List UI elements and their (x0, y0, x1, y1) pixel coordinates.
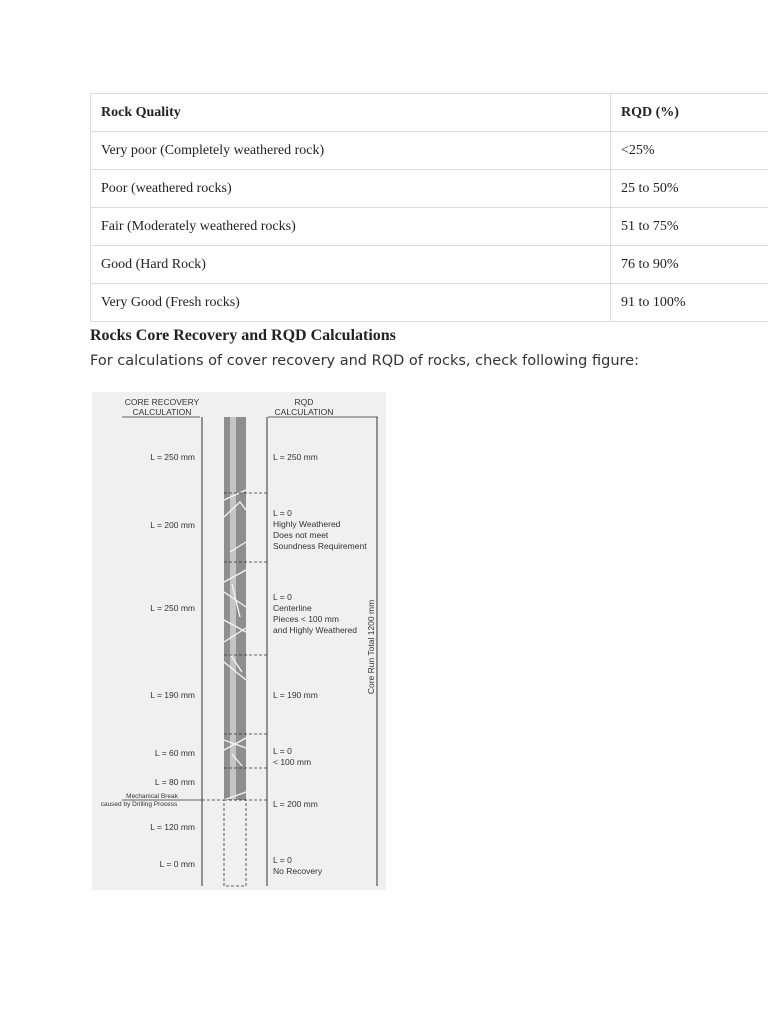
rqd-length: L = 250 mm (273, 452, 318, 462)
table-row (91, 208, 768, 246)
mechanical-break-label: caused by Drilling Process (100, 801, 178, 808)
table-row (91, 170, 768, 208)
core-run-total-label: Core Run Total 1200 mm (366, 599, 376, 695)
rqd-cell: <25% (611, 132, 768, 170)
table-header-row (91, 94, 768, 132)
rqd-title-line2: CALCULATION (274, 407, 334, 417)
rqd-cell: 91 to 100% (611, 284, 768, 322)
rock-quality-cell: Fair (Moderately weathered rocks) (91, 208, 611, 246)
rqd-note: L = 0 (273, 855, 292, 865)
rock-quality-cell: Very Good (Fresh rocks) (91, 284, 611, 322)
rqd-figure (92, 392, 386, 890)
core-recovery-length: L = 80 mm (154, 777, 195, 787)
rqd-title-line1: RQD (294, 397, 314, 407)
rqd-note: and Highly Weathered (273, 625, 357, 635)
rqd-note: Does not meet (273, 530, 329, 540)
rqd-length: L = 200 mm (273, 799, 318, 809)
core-recovery-diagram (92, 392, 386, 890)
rqd-note: L = 0 (273, 746, 292, 756)
header-rock-quality: Rock Quality (91, 94, 611, 132)
rqd-note: Centerline (273, 603, 312, 613)
core-recovery-length: L = 0 mm (159, 859, 195, 869)
core-recovery-length: L = 120 mm (150, 822, 195, 832)
core-recovery-length: L = 190 mm (150, 690, 195, 700)
rqd-note: < 100 mm (273, 757, 312, 767)
table-row (91, 284, 768, 322)
rqd-cell: 76 to 90% (611, 246, 768, 284)
core-recovery-title-line2: CALCULATION (132, 407, 192, 417)
core-recovery-length: L = 250 mm (150, 603, 195, 613)
core-recovery-title-line1: CORE RECOVERY (124, 397, 200, 407)
rqd-cell: 51 to 75% (611, 208, 768, 246)
rqd-note: Highly Weathered (273, 519, 341, 529)
rock-quality-cell: Very poor (Completely weathered rock) (91, 132, 611, 170)
core-recovery-length: L = 60 mm (154, 748, 195, 758)
section-heading: Rocks Core Recovery and RQD Calculations (90, 327, 396, 344)
rqd-cell: 25 to 50% (611, 170, 768, 208)
table-row (91, 132, 768, 170)
rqd-note: L = 0 (273, 508, 292, 518)
table-row (91, 246, 768, 284)
header-rqd: RQD (%) (611, 94, 768, 132)
section-intro: For calculations of cover recovery and RQD of rocks, check following figure: (90, 353, 639, 369)
rqd-length: L = 190 mm (273, 690, 318, 700)
rqd-note: No Recovery (273, 866, 323, 876)
rock-quality-cell: Good (Hard Rock) (91, 246, 611, 284)
no-recovery-zone (224, 800, 246, 886)
core-recovery-length: L = 250 mm (150, 452, 195, 462)
rqd-note: Pieces < 100 mm (273, 614, 339, 624)
rqd-table (90, 93, 768, 322)
mechanical-break-label: Mechanical Break (126, 793, 178, 800)
rqd-note: L = 0 (273, 592, 292, 602)
rqd-note: Soundness Requirement (273, 541, 367, 551)
rock-quality-cell: Poor (weathered rocks) (91, 170, 611, 208)
core-recovery-length: L = 200 mm (150, 520, 195, 530)
